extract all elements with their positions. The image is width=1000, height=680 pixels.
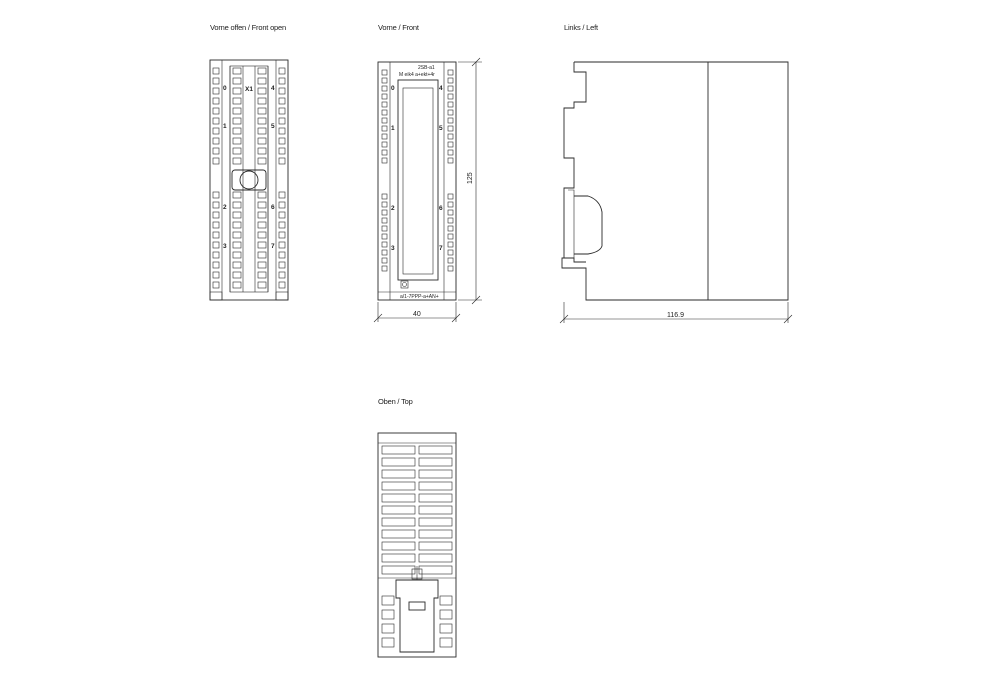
front-channel-4: 4 bbox=[439, 85, 443, 92]
terminal-square bbox=[279, 262, 285, 268]
terminal-square bbox=[279, 222, 285, 228]
terminal-square bbox=[213, 78, 219, 84]
status-led bbox=[448, 110, 453, 115]
status-led bbox=[448, 226, 453, 231]
screw-slot bbox=[233, 222, 241, 228]
width-value: 40 bbox=[413, 311, 421, 318]
screw-slot bbox=[258, 138, 266, 144]
terminal-square bbox=[213, 158, 219, 164]
terminal-square bbox=[279, 202, 285, 208]
status-led bbox=[382, 250, 387, 255]
status-led bbox=[448, 218, 453, 223]
status-led bbox=[382, 258, 387, 263]
x1-label: X1 bbox=[245, 86, 253, 93]
terminal-square bbox=[213, 242, 219, 248]
vent-slot bbox=[440, 596, 452, 605]
vent-slot bbox=[440, 610, 452, 619]
left-title: Links / Left bbox=[564, 23, 598, 32]
terminal-square bbox=[213, 282, 219, 288]
screw-slot bbox=[258, 98, 266, 104]
terminal-square bbox=[279, 68, 285, 74]
vent-slot bbox=[382, 624, 394, 633]
screw-slot bbox=[258, 158, 266, 164]
vent-slot bbox=[382, 446, 415, 454]
screw-slot bbox=[233, 68, 241, 74]
status-led bbox=[382, 234, 387, 239]
depth-value: 116.9 bbox=[667, 312, 684, 319]
status-led bbox=[448, 210, 453, 215]
ventilation-slots bbox=[382, 446, 452, 574]
screw-slot bbox=[258, 242, 266, 248]
vent-slot bbox=[382, 638, 394, 647]
status-led bbox=[382, 242, 387, 247]
terminal-square bbox=[213, 252, 219, 258]
status-led bbox=[448, 250, 453, 255]
status-led bbox=[382, 78, 387, 83]
screw-slot bbox=[258, 88, 266, 94]
status-led bbox=[448, 194, 453, 199]
terminal-square bbox=[213, 212, 219, 218]
height-value: 125 bbox=[467, 172, 474, 184]
terminal-square bbox=[213, 98, 219, 104]
screw-slot bbox=[258, 118, 266, 124]
status-led bbox=[382, 158, 387, 163]
status-led bbox=[448, 94, 453, 99]
top-view bbox=[378, 433, 456, 657]
vent-slot bbox=[382, 470, 415, 478]
terminal-square bbox=[279, 242, 285, 248]
status-led bbox=[448, 242, 453, 247]
vent-slot bbox=[382, 554, 415, 562]
screw-slot bbox=[233, 242, 241, 248]
vent-slot bbox=[419, 506, 452, 514]
channel-label-0: 0 bbox=[223, 85, 227, 92]
front-channel-0: 0 bbox=[391, 85, 395, 92]
terminal-square bbox=[213, 192, 219, 198]
terminal-square bbox=[213, 138, 219, 144]
status-led bbox=[382, 86, 387, 91]
screw-slot bbox=[258, 78, 266, 84]
front-led-strip-left bbox=[382, 70, 387, 271]
terminal-square bbox=[213, 68, 219, 74]
status-led bbox=[382, 218, 387, 223]
vent-slot bbox=[440, 624, 452, 633]
front-channel-6: 6 bbox=[439, 205, 443, 212]
status-led bbox=[448, 202, 453, 207]
terminal-square bbox=[279, 158, 285, 164]
front-open-view bbox=[210, 60, 288, 300]
status-led bbox=[448, 258, 453, 263]
screw-slot bbox=[258, 272, 266, 278]
terminal-square bbox=[213, 272, 219, 278]
module-sublabel: M eik4 a+ekt+4r bbox=[399, 72, 435, 78]
terminal-screws-right bbox=[258, 68, 266, 288]
terminal-square bbox=[213, 108, 219, 114]
vent-slot bbox=[382, 566, 415, 574]
screw-slot bbox=[233, 128, 241, 134]
screw-slot bbox=[233, 118, 241, 124]
status-led bbox=[448, 142, 453, 147]
front-open-title: Vorne offen / Front open bbox=[210, 23, 286, 32]
channel-label-6: 6 bbox=[271, 204, 275, 211]
status-led bbox=[382, 134, 387, 139]
vent-slot bbox=[382, 458, 415, 466]
channel-label-7: 7 bbox=[271, 243, 275, 250]
left-side-view bbox=[560, 62, 792, 323]
status-led bbox=[382, 150, 387, 155]
terminal-square bbox=[213, 128, 219, 134]
ventilation-slots-lower bbox=[382, 596, 452, 647]
channel-label-2: 2 bbox=[223, 204, 227, 211]
status-led bbox=[448, 78, 453, 83]
screw-slot bbox=[233, 148, 241, 154]
module-label: 2SB-a1 bbox=[418, 65, 435, 71]
vent-slot bbox=[419, 482, 452, 490]
terminal-square bbox=[213, 118, 219, 124]
channel-label-5: 5 bbox=[271, 123, 275, 130]
vent-slot bbox=[382, 530, 415, 538]
status-led bbox=[382, 142, 387, 147]
vent-slot bbox=[419, 518, 452, 526]
channel-label-3: 3 bbox=[223, 243, 227, 250]
vent-slot bbox=[382, 596, 394, 605]
terminal-square bbox=[279, 138, 285, 144]
front-channel-1: 1 bbox=[391, 125, 395, 132]
status-led bbox=[448, 86, 453, 91]
terminal-square bbox=[279, 98, 285, 104]
terminal-block-left bbox=[213, 68, 219, 288]
screw-slot bbox=[258, 202, 266, 208]
screw-slot bbox=[258, 128, 266, 134]
terminal-square bbox=[213, 88, 219, 94]
status-led bbox=[448, 118, 453, 123]
terminal-square bbox=[279, 232, 285, 238]
status-led bbox=[448, 126, 453, 131]
terminal-square bbox=[279, 148, 285, 154]
vent-slot bbox=[419, 530, 452, 538]
status-led bbox=[448, 234, 453, 239]
screw-slot bbox=[233, 272, 241, 278]
status-led bbox=[448, 266, 453, 271]
screw-slot bbox=[233, 212, 241, 218]
screw-slot bbox=[233, 98, 241, 104]
screw-slot bbox=[233, 262, 241, 268]
status-led bbox=[382, 202, 387, 207]
vent-slot bbox=[419, 494, 452, 502]
status-led bbox=[448, 134, 453, 139]
height-dimension bbox=[458, 58, 482, 304]
status-led bbox=[448, 150, 453, 155]
screw-slot bbox=[233, 202, 241, 208]
screw-slot bbox=[258, 262, 266, 268]
screw-slot bbox=[233, 88, 241, 94]
vent-slot bbox=[419, 542, 452, 550]
screw-slot bbox=[233, 78, 241, 84]
status-led bbox=[382, 266, 387, 271]
vent-slot bbox=[419, 458, 452, 466]
front-title: Vorne / Front bbox=[378, 23, 419, 32]
screw-slot bbox=[258, 108, 266, 114]
terminal-square bbox=[279, 252, 285, 258]
status-led bbox=[448, 70, 453, 75]
vent-slot bbox=[419, 446, 452, 454]
status-led bbox=[448, 102, 453, 107]
depth-dimension bbox=[560, 302, 792, 323]
terminal-square bbox=[279, 108, 285, 114]
screw-slot bbox=[233, 158, 241, 164]
terminal-square bbox=[279, 78, 285, 84]
channel-label-1: 1 bbox=[223, 123, 227, 130]
order-number-label: a/1-7PPP-a+AN+ bbox=[400, 294, 439, 300]
channel-label-4: 4 bbox=[271, 85, 275, 92]
top-title: Oben / Top bbox=[378, 397, 413, 406]
terminal-square bbox=[213, 222, 219, 228]
front-channel-5: 5 bbox=[439, 125, 443, 132]
screw-slot bbox=[233, 138, 241, 144]
front-channel-2: 2 bbox=[391, 205, 395, 212]
status-led bbox=[382, 110, 387, 115]
screw-slot bbox=[258, 232, 266, 238]
terminal-square bbox=[213, 232, 219, 238]
vent-slot bbox=[382, 506, 415, 514]
status-led bbox=[382, 118, 387, 123]
terminal-square bbox=[213, 262, 219, 268]
status-led bbox=[382, 70, 387, 75]
screw-slot bbox=[233, 252, 241, 258]
front-channel-3: 3 bbox=[391, 245, 395, 252]
status-led bbox=[382, 126, 387, 131]
status-led bbox=[448, 158, 453, 163]
screw-slot bbox=[258, 252, 266, 258]
terminal-square bbox=[279, 212, 285, 218]
vent-slot bbox=[382, 494, 415, 502]
vent-slot bbox=[382, 610, 394, 619]
screw-slot bbox=[258, 192, 266, 198]
screw-slot bbox=[258, 68, 266, 74]
screw-slot bbox=[233, 232, 241, 238]
status-led bbox=[382, 102, 387, 107]
terminal-square bbox=[279, 272, 285, 278]
terminal-square bbox=[279, 192, 285, 198]
terminal-block-right bbox=[279, 68, 285, 288]
status-led bbox=[382, 194, 387, 199]
vent-slot bbox=[382, 482, 415, 490]
front-view bbox=[374, 58, 482, 322]
vent-slot bbox=[419, 566, 452, 574]
terminal-square bbox=[279, 118, 285, 124]
terminal-square bbox=[213, 202, 219, 208]
status-led bbox=[382, 210, 387, 215]
vent-slot bbox=[440, 638, 452, 647]
terminal-square bbox=[279, 88, 285, 94]
front-channel-7: 7 bbox=[439, 245, 443, 252]
vent-slot bbox=[382, 518, 415, 526]
screw-slot bbox=[233, 108, 241, 114]
terminal-square bbox=[279, 282, 285, 288]
vent-slot bbox=[419, 554, 452, 562]
screw-slot bbox=[233, 192, 241, 198]
status-led bbox=[382, 226, 387, 231]
screw-slot bbox=[258, 282, 266, 288]
terminal-square bbox=[279, 128, 285, 134]
vent-slot bbox=[419, 470, 452, 478]
terminal-square bbox=[213, 148, 219, 154]
screw-slot bbox=[258, 222, 266, 228]
status-led bbox=[382, 94, 387, 99]
front-led-strip-right bbox=[448, 70, 453, 271]
screw-slot bbox=[258, 148, 266, 154]
width-dimension bbox=[374, 302, 460, 322]
vent-slot bbox=[382, 542, 415, 550]
screw-slot bbox=[233, 282, 241, 288]
screw-slot bbox=[258, 212, 266, 218]
